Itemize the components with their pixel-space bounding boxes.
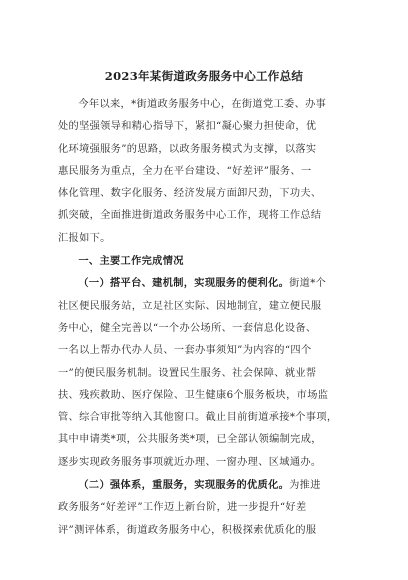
text-line: 务中心，健全完善以“一个办公场所、一套信息化设备、	[58, 322, 317, 334]
text-line: 体化管理、数字化服务、经济发展方面卸尺劲，下功夫、	[58, 188, 322, 200]
item-1-paragraph	[58, 272, 350, 474]
text-line: 惠民服务为重点，全力在平台建设、“好差评”服务、一	[58, 165, 312, 177]
intro-paragraph	[58, 94, 350, 250]
text-line: 评”测评体系，街道政务服务中心，积极探索优质化的服	[58, 524, 317, 536]
text-line: 其中申请类*项，公共服务类*项，已全部认领编制完成，	[58, 434, 322, 446]
item-2-paragraph	[58, 474, 350, 542]
text-line: 今年以来，*街道政务服务中心，在街道党工委、办事	[78, 99, 327, 110]
text-line: 处的坚强领导和精心指导下，紧扣“凝心聚力担使命，优	[58, 121, 317, 133]
text-line: 扶、残疾救助、医疗保险、卫生健康6个服务板块，市场监	[58, 389, 329, 401]
text-line: 化环境强服务”的思路，以政务服务模式为支撑，以落实	[58, 143, 317, 155]
text-line	[58, 272, 350, 295]
item-2-lead: （二）强体系，重服务，实现服务的优质化。	[78, 479, 290, 492]
item-2-lead-tail: 为推进	[289, 480, 321, 492]
text-line: 政务服务“好差评”工作迈上新台阶，进一步提升“好差	[58, 502, 307, 514]
text-line: 逐步实现政务服务事项就近办理、一窗办理、区域通办。	[58, 456, 322, 468]
document-title: 2023年某街道政务服务中心工作总结	[104, 69, 304, 83]
item-1-lead-tail: 街道*个	[289, 278, 327, 290]
text-line	[58, 474, 350, 497]
text-line: 一”的便民服务机制。设置民生服务、社会保障、就业帮	[58, 367, 317, 379]
text-line: 管、综合审批等纳入其他窗口。截止目前街道承接*个事项，	[58, 412, 338, 424]
text-line: 一名以上帮办代办人员、一套办事须知”为内容的“四个	[58, 345, 312, 357]
section-heading: 一、主要工作完成情况	[78, 255, 184, 268]
text-line: 社区便民服务站，立足社区实际、因地制宜，建立便民服	[58, 300, 322, 312]
item-1-lead: （一）搭平台、建机制，实现服务的便利化。	[78, 277, 290, 290]
text-line: 汇报如下。	[58, 232, 111, 244]
text-line: 抓突破，全面推进街道政务服务中心工作，现将工作总结	[58, 210, 322, 222]
